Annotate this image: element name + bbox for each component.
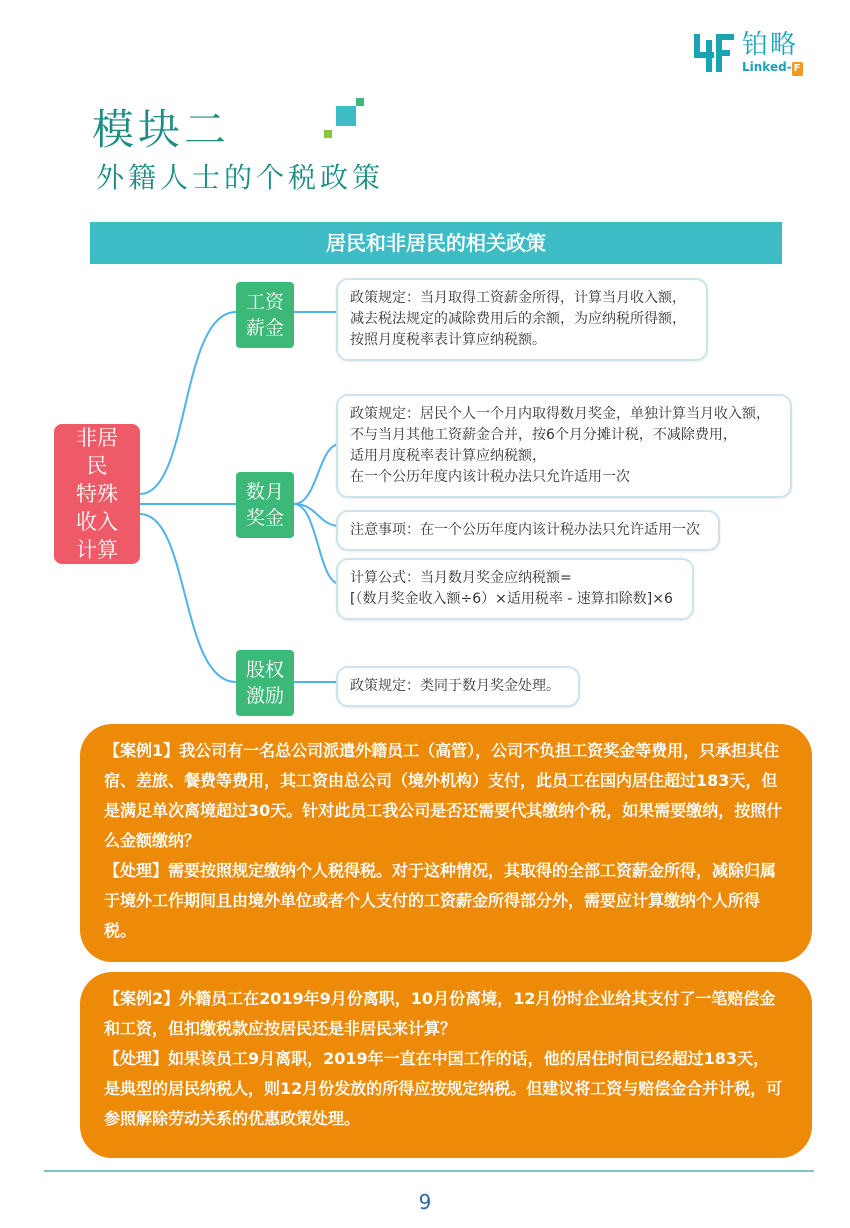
module-subtitle: 外籍人士的个税政策 — [96, 161, 385, 194]
brand-logo — [692, 30, 812, 74]
leaf-equity-policy: 政策规定：类同于数月奖金处理。 — [336, 666, 580, 707]
section-banner: 居民和非居民的相关政策 — [90, 222, 782, 264]
logo-text: 铂略 — [742, 30, 799, 60]
leaf-bonus-formula: 计算公式：当月数月奖金应纳税额= [（数月奖金收入额÷6）×适用税率 - 速算扣除数]×6 — [336, 558, 694, 620]
mind-map — [0, 270, 850, 730]
leaf-bonus-note: 注意事项：在一个公历年度内该计税办法只允许适用一次 — [336, 510, 720, 551]
branch-wages: 工资 薪金 — [236, 282, 294, 348]
module-title: 模块二 — [92, 105, 231, 154]
case-question: 【案例1】我公司有一名总公司派遣外籍员工（高管），公司不负担工资奖金等费用，只承担其住宿、差旅、餐费等费用，其工资由总公司（境外机构）支付，此员工在国内居住超过183天，但是满足单次离境超过30天。针对此员工我公司是否还需要代其缴纳个税，如果需要缴纳，按照什么金额缴纳？ — [104, 741, 783, 850]
case-question: 【案例2】外籍员工在2019年9月份离职，10月份离境，12月份时企业给其支付了一笔赔偿金和工资，但扣缴税款应按居民还是非居民来计算？ — [104, 989, 776, 1038]
branch-bonus: 数月 奖金 — [236, 472, 294, 538]
logo-english: Linked- F — [742, 60, 801, 74]
footer-divider — [44, 1170, 814, 1172]
case-answer: 【处理】需要按照规定缴纳个人税得税。对于这种情况，其取得的全部工资薪金所得，减除归属于境外工作期间且由境外单位或者个人支付的工资薪金所得部分外，需要应计算缴纳个人所得税。 — [104, 861, 777, 940]
leaf-bonus-policy: 政策规定：居民个人一个月内取得数月奖金，单独计算当月收入额， 不与当月其他工资薪金合并，按6个月分摊计税，不减除费用， 适用月度税率表计算应纳税额， 在一个公历年度内该计税办法只允许适用一次 — [336, 394, 792, 498]
page-number: 9 — [418, 1190, 432, 1214]
branch-equity: 股权 激励 — [236, 650, 294, 716]
linked-f-logo-icon — [692, 32, 736, 74]
root-node: 非居民 特殊 收入 计算 — [54, 424, 140, 564]
case-card-1 — [80, 724, 812, 962]
case-card-2 — [80, 972, 812, 1158]
leaf-wages-policy: 政策规定：当月取得工资薪金所得，计算当月收入额， 减去税法规定的减除费用后的余额，为应纳税所得额， 按照月度税率表计算应纳税额。 — [336, 278, 708, 361]
case-answer: 【处理】如果该员工9月离职，2019年一直在中国工作的话，他的居住时间已经超过183天，是典型的居民纳税人，则12月份发放的所得应按规定纳税。但建议将工资与赔偿金合并计税，可参照解除劳动关系的优惠政策处理。 — [104, 1049, 783, 1128]
decorative-squares-icon — [316, 96, 366, 146]
